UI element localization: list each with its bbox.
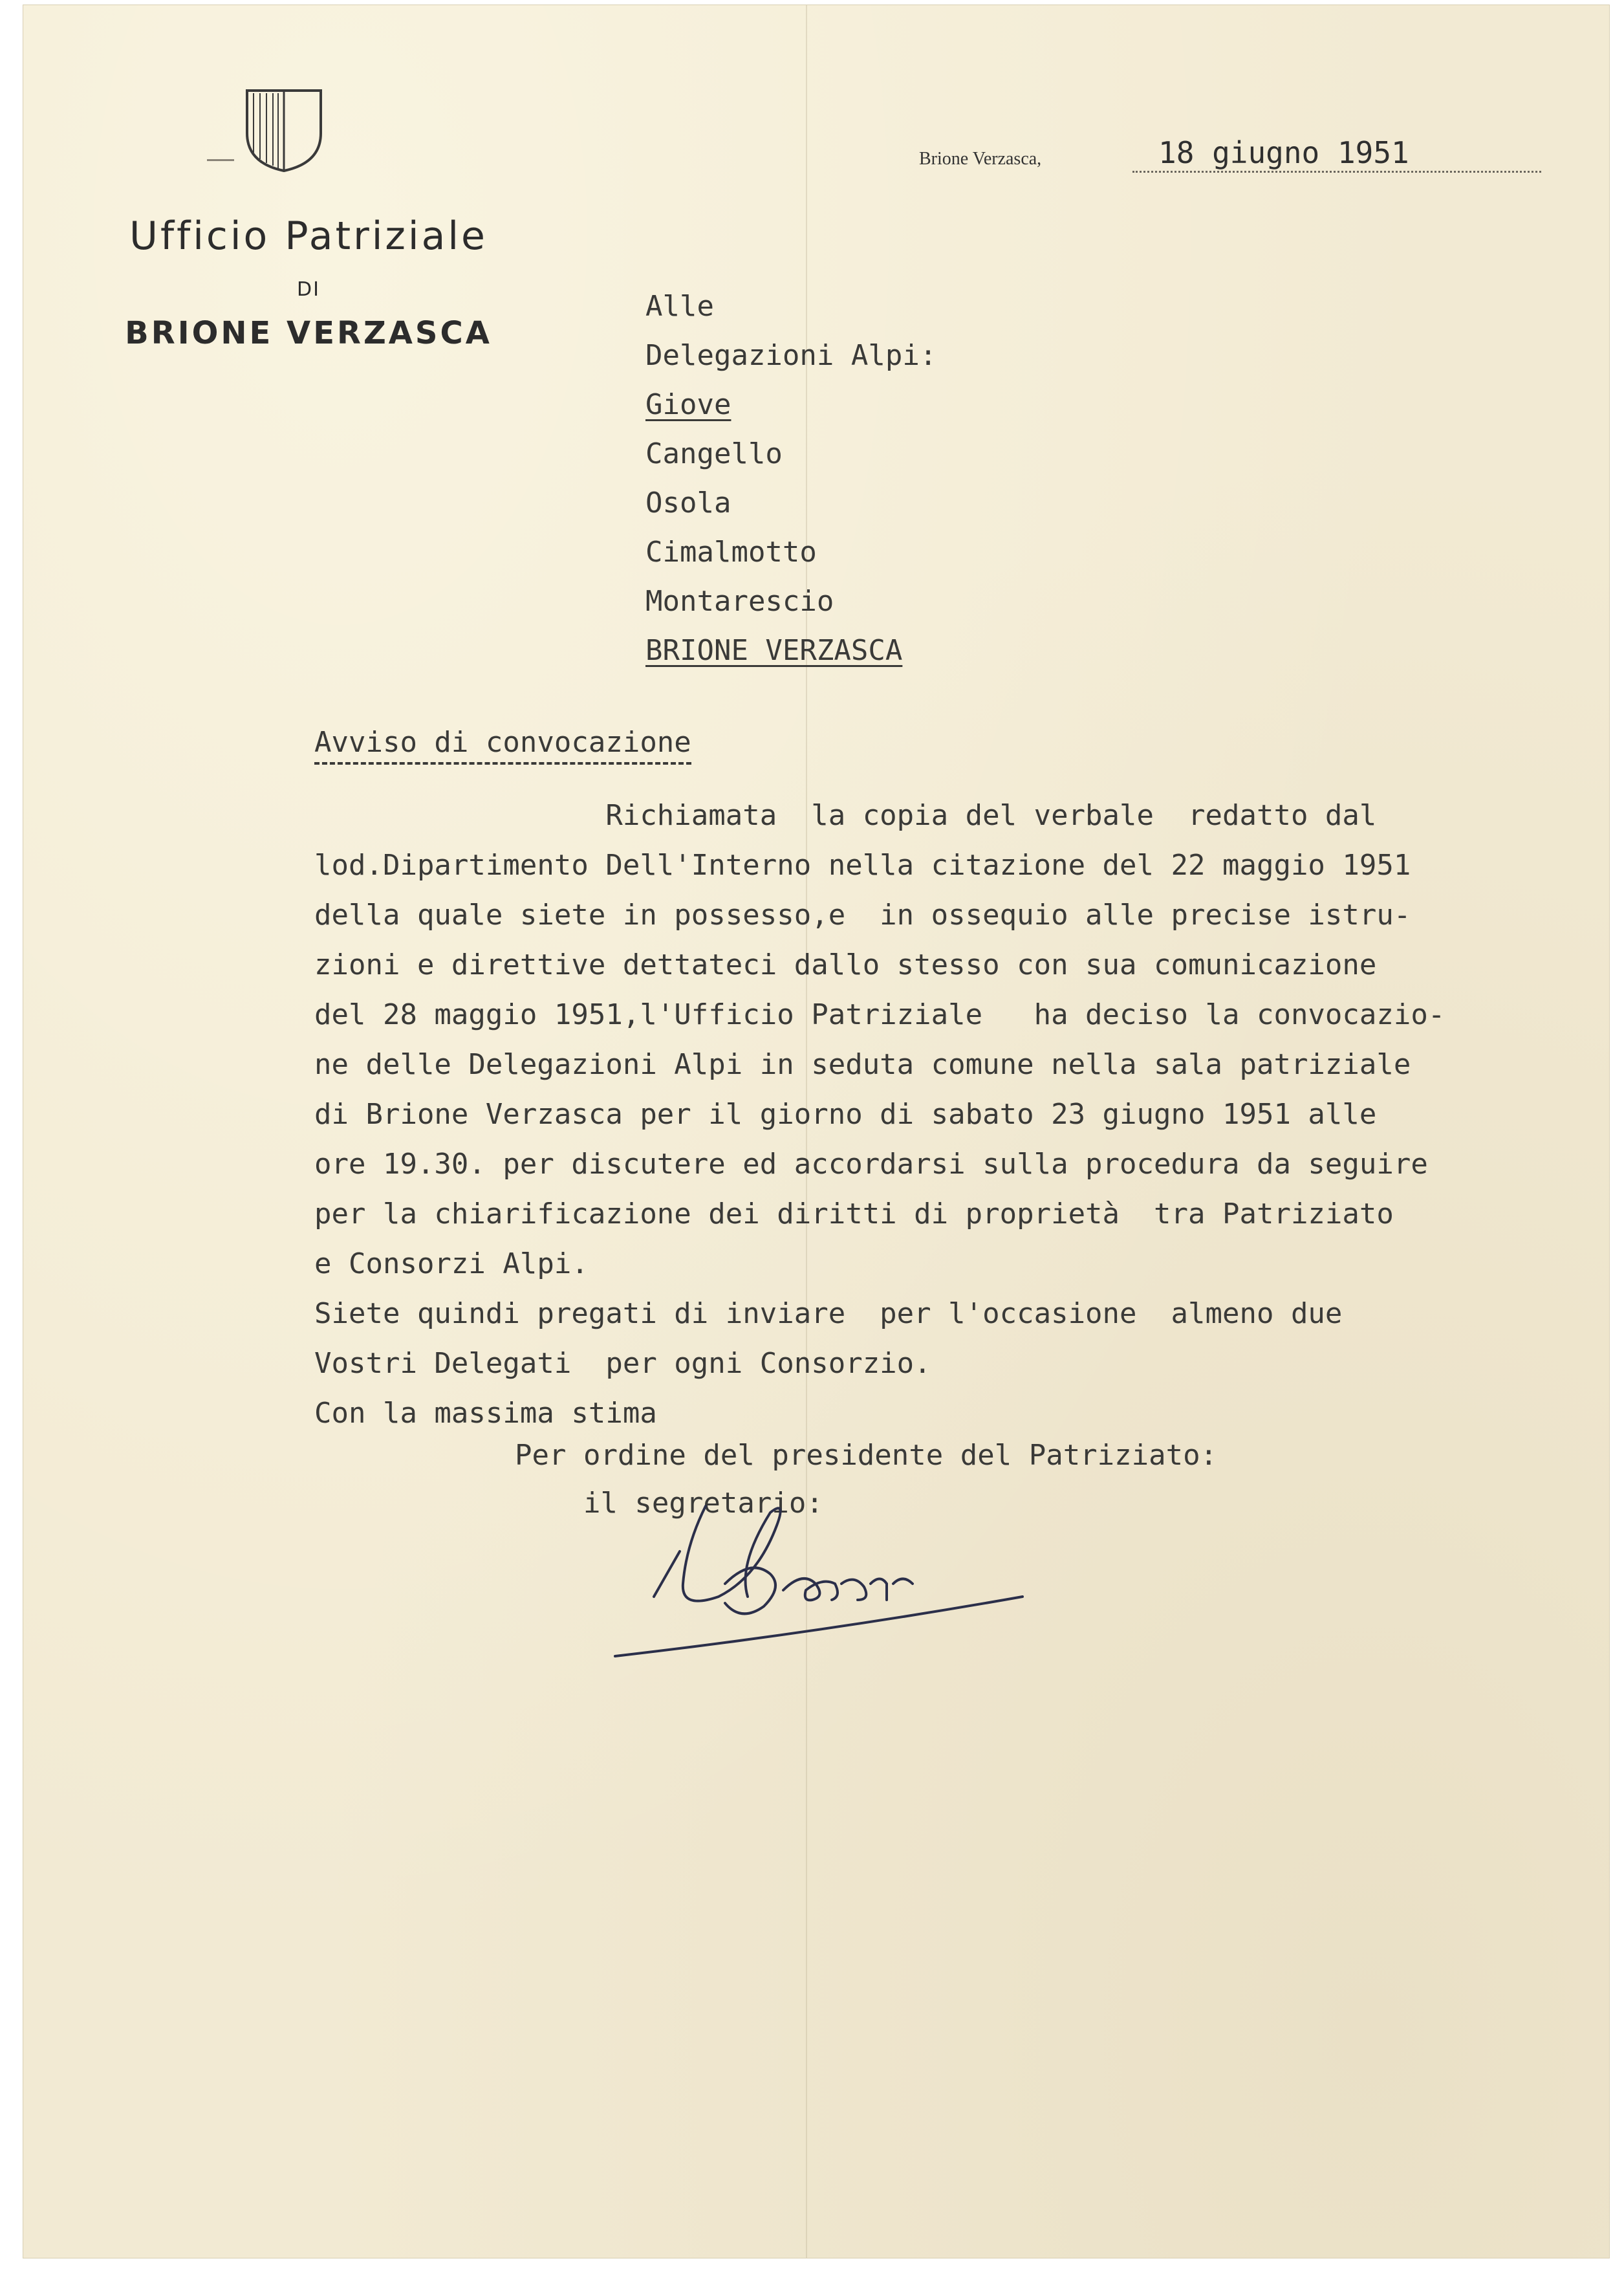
body-line: Vostri Delegati per ogni Consorzio. <box>314 1347 931 1380</box>
body-line: Richiamata la copia del verbale redatto dal <box>314 799 1377 832</box>
body-line: di Brione Verzasca per il giorno di sabato 23 giugno 1951 alle <box>314 1098 1377 1131</box>
body-line: per la chiarificazione dei diritti di proprietà tra Patriziato <box>314 1197 1394 1230</box>
body-line: della quale siete in possesso,e in ossequio alle precise istru- <box>314 899 1411 932</box>
recipient-item: Osola <box>645 487 731 519</box>
recipient-item: Giove <box>645 388 731 421</box>
body-line: del 28 maggio 1951,l'Ufficio Patriziale ha deciso la convocazio- <box>314 998 1445 1031</box>
recipient-block <box>645 282 937 675</box>
office-preposition: DI <box>297 278 320 301</box>
recipient-item: Cangello <box>645 437 783 470</box>
letterhead-dash <box>207 159 234 161</box>
closing-order-line: Per ordine del presidente del Patriziato: <box>515 1439 1218 1472</box>
coat-of-arms-icon <box>244 88 323 173</box>
recipient-salutation: Alle <box>645 290 714 323</box>
closing-secretary-line: il segretario: <box>515 1487 823 1520</box>
date-place: Brione Verzasca, <box>919 149 1042 169</box>
letterhead <box>85 213 532 351</box>
office-municipality: BRIONE VERZASCA <box>125 315 492 351</box>
body-line: Siete quindi pregati di inviare per l'occasione almeno due <box>314 1297 1343 1330</box>
letter-sheet <box>23 5 1609 2258</box>
body-line: lod.Dipartimento Dell'Interno nella citazione del 22 maggio 1951 <box>314 849 1411 882</box>
body-line: ne delle Delegazioni Alpi in seduta comune nella sala patriziale <box>314 1048 1411 1081</box>
recipient-item: Cimalmotto <box>645 536 817 569</box>
recipient-item: Montarescio <box>645 585 834 618</box>
body-line: e Consorzi Alpi. <box>314 1247 589 1280</box>
subject-line: Avviso di convocazione <box>314 725 691 765</box>
body-line: zioni e direttive dettateci dallo stesso con sua comunicazione <box>314 948 1377 981</box>
letter-date: 18 giugno 1951 <box>1132 135 1541 173</box>
body-line: ore 19.30. per discutere ed accordarsi sulla procedura da seguire <box>314 1148 1428 1181</box>
letter-body <box>314 791 1608 1438</box>
body-line: Con la massima stima <box>314 1397 657 1430</box>
recipient-item: BRIONE VERZASCA <box>645 634 903 667</box>
handwritten-signature <box>609 1487 1035 1668</box>
recipient-heading: Delegazioni Alpi: <box>645 339 937 372</box>
office-name: Ufficio Patriziale <box>129 213 488 259</box>
